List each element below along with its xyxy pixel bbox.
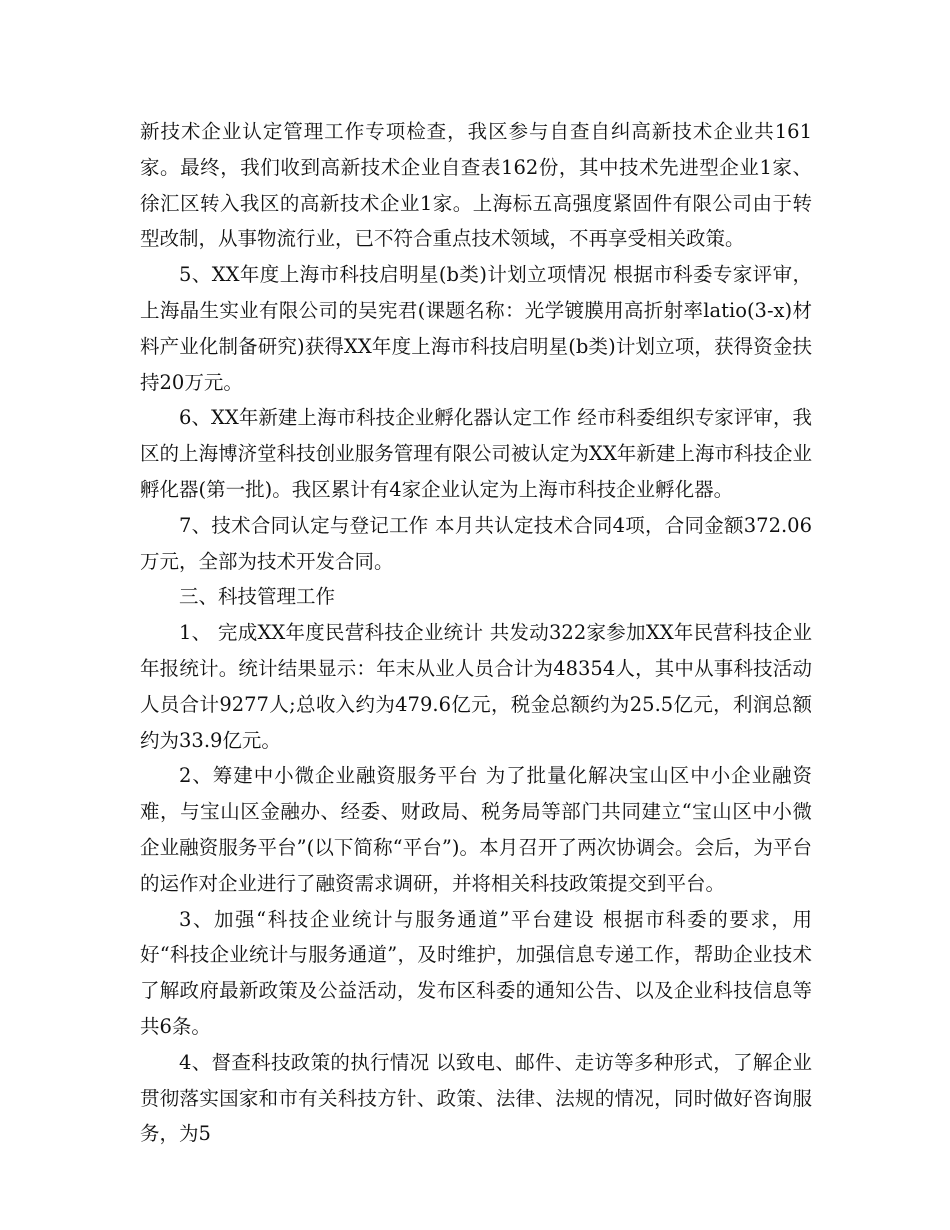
paragraph-7: 3、加强“科技企业统计与服务通道”平台建设 根据市科委的要求，用好“科技企业统计与服务通道”，及时维护，加强信息专递工作，帮助企业技术了解政府最新政策及公益活动，发布区科委的通知公告、以及企业科技信息等共6条。 xyxy=(140,907,812,1038)
paragraph-6: 2、筹建中小微企业融资服务平台 为了批量化解决宝山区中小企业融资难，与宝山区金融办、经委、财政局、税务局等部门共同建立“宝山区中小微企业融资服务平台”(以下简称“平台”)。本月召开了两次协调会。会后，为平台的运作对企业进行了融资需求调研，并将相关科技政策提交到平台。 xyxy=(140,764,812,895)
paragraph-5: 1、 完成XX年度民营科技企业统计 共发动322家参加XX年民营科技企业年报统计。统计结果显示：年末从业人员合计为48354人，其中从事科技活动人员合计9277人;总收入约为479.6亿元，税金总额约为25.5亿元，利润总额约为33.9亿元。 xyxy=(140,621,812,752)
paragraph-4: 7、技术合同认定与登记工作 本月共认定技术合同4项，合同金额372.06万元，全部为技术开发合同。 xyxy=(140,513,812,573)
paragraph-2: 5、XX年度上海市科技启明星(b类)计划立项情况 根据市科委专家评审，上海晶生实业有限公司的吴宪君(课题名称：光学镀膜用高折射率latio(3-x)材料产业化制备研究)获得XX年度上海市科技启明星(b类)计划立项，获得资金扶持20万元。 xyxy=(140,263,812,394)
paragraph-1: 新技术企业认定管理工作专项检查，我区参与自查自纠高新技术企业共161家。最终，我们收到高新技术企业自查表162份，其中技术先进型企业1家、徐汇区转入我区的高新技术企业1家。上海标五高强度紧固件有限公司由于转型改制，从事物流行业，已不符合重点技术领域，不再享受相关政策。 xyxy=(140,120,812,251)
paragraph-8: 4、督查科技政策的执行情况 以致电、邮件、走访等多种形式，了解企业贯彻落实国家和市有关科技方针、政策、法律、法规的情况，同时做好咨询服务，为5 xyxy=(140,1050,812,1146)
section-heading: 三、科技管理工作 xyxy=(179,585,336,609)
paragraph-3: 6、XX年新建上海市科技企业孵化器认定工作 经市科委组织专家评审，我区的上海博济堂科技创业服务管理有限公司被认定为XX年新建上海市科技企业孵化器(第一批)。我区累计有4家企业认定为上海市科技企业孵化器。 xyxy=(140,406,812,501)
document-body xyxy=(140,114,812,1152)
